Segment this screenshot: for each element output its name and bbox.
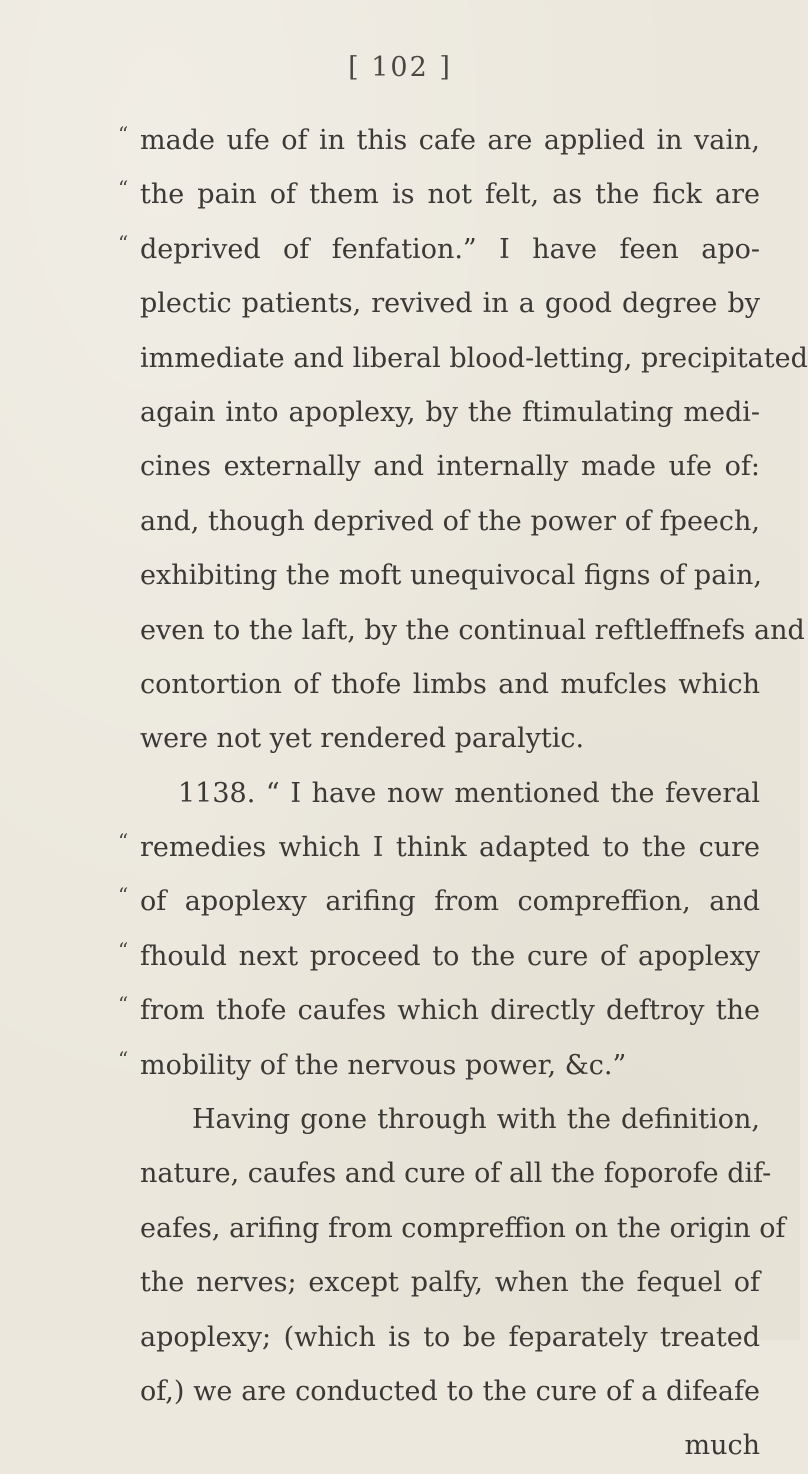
line-text: were not yet rendered paralytic.	[140, 723, 585, 755]
line-text: 1138. “ I have now mentioned the feveral	[178, 777, 760, 809]
line-text: again into apoplexy, by the ftimulating medi-	[140, 396, 760, 428]
line-text: fhould next proceed to the cure of apoplexy	[140, 940, 760, 972]
line-text: immediate and liberal blood-letting, precipitated	[140, 342, 808, 374]
quote-mark: “	[118, 122, 129, 146]
line-text: of,) we are conducted to the cure of a difeafe	[140, 1375, 760, 1407]
body-text	[118, 114, 808, 1474]
line-text: exhibiting the moft unequivocal figns of pain,	[140, 560, 762, 592]
text-line	[140, 549, 760, 603]
line-text: and, though deprived of the power of fpeech,	[140, 505, 760, 537]
line-text: made ufe of in this cafe are applied in vain,	[140, 125, 760, 156]
text-line	[118, 930, 760, 984]
text-line	[140, 277, 760, 331]
quote-mark: “	[118, 992, 129, 1017]
quote-mark: “	[118, 176, 129, 201]
line-text: nature, caufes and cure of all the foporofe dif-	[140, 1158, 772, 1190]
line-text: plectic patients, revived in a good degree by	[140, 288, 760, 320]
text-line	[140, 1365, 760, 1419]
quote-mark: “	[118, 937, 129, 962]
line-text: even to the laft, by the continual reftleffnefs and	[140, 614, 805, 646]
text-line	[118, 168, 760, 222]
quote-mark: “	[118, 1046, 129, 1071]
text-line	[140, 767, 760, 821]
line-text: mobility of the nervous power, &c.”	[140, 1049, 627, 1081]
line-text: cines externally and internally made ufe of:	[140, 451, 760, 483]
page-number: [ 102 ]	[348, 52, 452, 83]
catchword	[140, 1419, 760, 1473]
line-text: remedies which I think adapted to the cure	[140, 832, 760, 864]
line-text: much	[684, 1430, 760, 1462]
text-line	[140, 712, 760, 766]
text-line	[118, 223, 760, 277]
line-text: deprived of fenfation.” I have feen apo-	[140, 233, 760, 265]
text-line	[140, 332, 808, 386]
text-line	[140, 604, 805, 658]
line-text: apoplexy; (which is to be feparately treated	[140, 1321, 760, 1353]
line-text: contortion of thofe limbs and mufcles which	[140, 668, 760, 700]
line-text: Having gone through with the definition,	[192, 1104, 760, 1136]
text-line	[140, 1311, 760, 1365]
line-text: eafes, arifing from compreffion on the origin of	[140, 1212, 786, 1244]
text-line	[118, 114, 760, 168]
text-line	[118, 984, 760, 1038]
line-text: the nerves; except palfy, when the fequel of	[140, 1267, 760, 1299]
line-text: from thofe caufes which directly deftroy the	[140, 995, 760, 1027]
text-line	[140, 386, 760, 440]
text-line	[140, 440, 760, 494]
text-line	[140, 1256, 760, 1310]
quote-mark: “	[118, 883, 129, 908]
quote-mark: “	[118, 230, 129, 255]
text-line	[140, 1147, 772, 1201]
text-line	[118, 875, 760, 929]
text-line	[140, 658, 760, 712]
text-line	[140, 1093, 760, 1147]
text-line	[140, 495, 760, 549]
text-line	[140, 1202, 786, 1256]
line-text: the pain of them is not felt, as the fick are	[140, 179, 760, 211]
line-text: of apoplexy arifing from compreffion, and	[140, 886, 760, 918]
quote-mark: “	[118, 829, 129, 854]
text-line	[118, 821, 760, 875]
text-line	[118, 1039, 760, 1093]
